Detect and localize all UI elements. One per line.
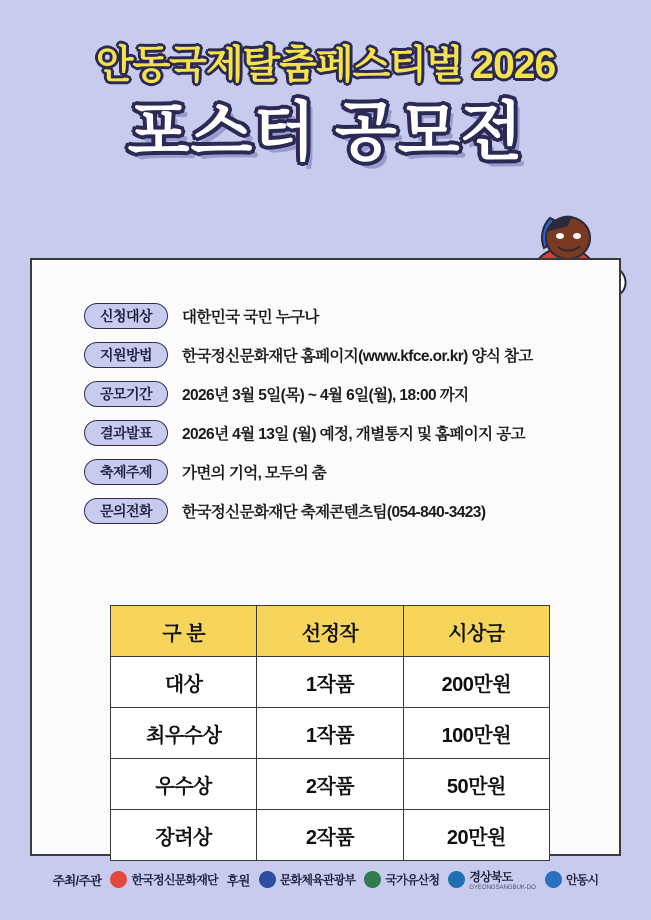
info-value-contact: 한국정신문화재단 축제콘텐츠팀(054-840-3423) xyxy=(182,504,486,521)
info-tag-period: 공모기간 xyxy=(84,381,168,407)
table-cell-prize: 100만원 xyxy=(403,708,549,759)
table-cell-count: 1작품 xyxy=(257,708,403,759)
info-value-results: 2026년 4월 13일 (월) 예정, 개별통지 및 홈페이지 공고 xyxy=(182,426,525,443)
table-cell-count: 2작품 xyxy=(257,810,403,861)
table-row xyxy=(111,708,550,759)
poster-title-primary: 안동국제탈춤페스티벌 2026 xyxy=(95,44,556,87)
info-value-period: 2026년 3월 5일(목) ~ 4월 6일(월), 18:00 까지 xyxy=(182,387,469,404)
table-cell-prize: 20만원 xyxy=(403,810,549,861)
table-cell-category: 최우수상 xyxy=(111,708,257,759)
sponsor-name-gyeongbuk xyxy=(469,868,536,891)
info-value-eligibility: 대한민국 국민 누구나 xyxy=(182,309,319,326)
sponsor-name: 문화체육관광부 xyxy=(279,873,356,887)
mcst-logo-icon xyxy=(259,871,276,888)
info-value-application: 한국정신문화재단 홈페이지(www.kfce.or.kr) 양식 참고 xyxy=(182,348,533,365)
andong-logo-icon xyxy=(545,871,562,888)
table-cell-count: 1작품 xyxy=(257,657,403,708)
info-row xyxy=(84,458,604,486)
sponsor-name: 안동시 xyxy=(565,873,599,887)
heritage-logo-icon xyxy=(364,871,381,888)
table-header-cell: 시상금 xyxy=(403,606,549,657)
info-tag-results: 결과발표 xyxy=(84,420,168,446)
host-label: 주최/주관 xyxy=(52,873,102,888)
table-cell-count: 2작품 xyxy=(257,759,403,810)
info-tag-application: 지원방법 xyxy=(84,342,168,368)
info-list xyxy=(84,302,604,536)
gyeongbuk-logo-icon xyxy=(448,871,465,888)
org-host xyxy=(110,871,217,888)
sponsor-label: 후원 xyxy=(226,873,250,888)
table-header-cell: 구 분 xyxy=(111,606,257,657)
org-sponsor-1 xyxy=(259,871,356,888)
info-row xyxy=(84,497,604,525)
info-row xyxy=(84,380,604,408)
info-tag-contact: 문의전화 xyxy=(84,498,168,524)
footer-organizations xyxy=(0,868,651,891)
table-header-row xyxy=(111,606,550,657)
poster-title-secondary: 포스터 공모전 xyxy=(127,95,524,168)
sponsor-name-sub: GYEONGSANGBUK-DO xyxy=(469,885,536,891)
info-tag-theme: 축제주제 xyxy=(84,459,168,485)
table-cell-prize: 50만원 xyxy=(403,759,549,810)
table-header-cell: 선정작 xyxy=(257,606,403,657)
table-row xyxy=(111,810,550,861)
org-sponsor-2 xyxy=(364,871,439,888)
table-cell-prize: 200만원 xyxy=(403,657,549,708)
table-cell-category: 장려상 xyxy=(111,810,257,861)
table-cell-category: 대상 xyxy=(111,657,257,708)
org-sponsor-4 xyxy=(545,871,598,888)
table-cell-category: 우수상 xyxy=(111,759,257,810)
info-value-theme: 가면의 기억, 모두의 춤 xyxy=(182,465,327,482)
host-logo-icon xyxy=(110,871,127,888)
poster-title-area xyxy=(0,46,651,166)
table-row xyxy=(111,759,550,810)
table-row xyxy=(111,657,550,708)
org-sponsor-3 xyxy=(448,868,536,891)
sponsor-name: 국가유산청 xyxy=(385,873,440,887)
info-row xyxy=(84,302,604,330)
sponsor-name-main: 경상북도 xyxy=(469,870,513,884)
info-row xyxy=(84,419,604,447)
info-row xyxy=(84,341,604,369)
info-tag-eligibility: 신청대상 xyxy=(84,303,168,329)
prize-table xyxy=(110,605,550,861)
host-name: 한국정신문화재단 xyxy=(131,873,218,887)
content-card xyxy=(30,258,621,856)
